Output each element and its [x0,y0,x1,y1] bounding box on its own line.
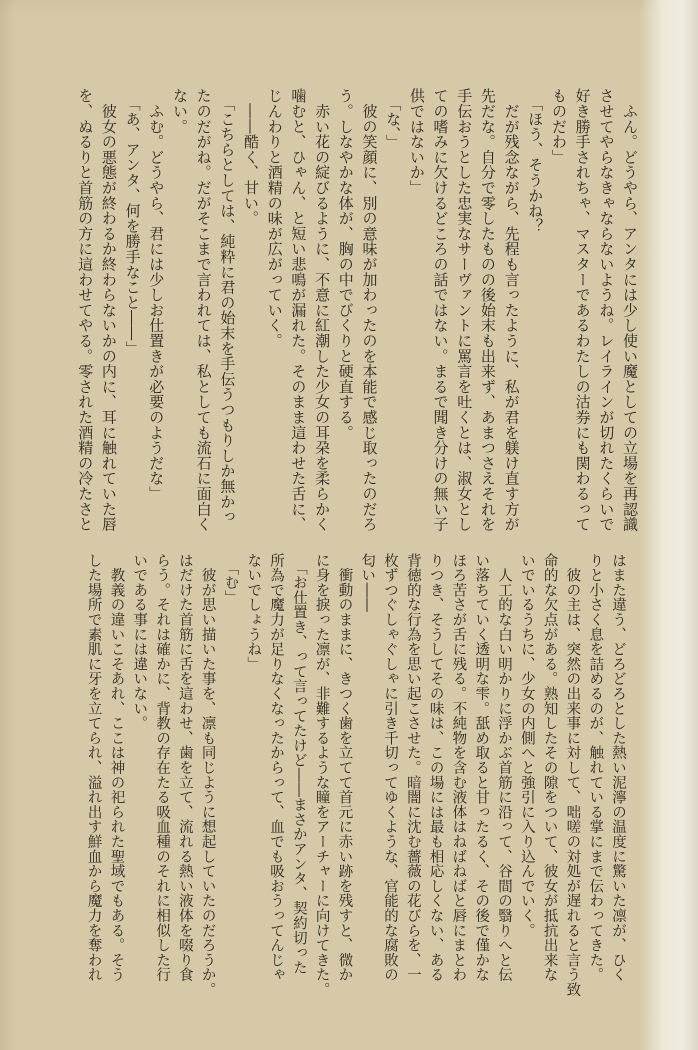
text-column: 所為で魔力が足りなくなったからって、血でも吸おうってんじゃ [268,553,285,983]
text-column: 彼が思い描いた事を、凛も同じように想起していたのだろうか。 [199,553,216,997]
text-column: 「あ、アンタ、何を勝手なこと――」 [123,88,142,356]
text-column: ふん。どうやら、アンタには少し使い魔としての立場を再認識 [621,88,639,532]
text-column: らう。それは確かに、背教の存在たる吸血種のそれに相似した行 [154,553,171,983]
text-column: 彼の主は、突然の出来事に対して、咄嗟の対処が遅れると言う致 [564,553,581,997]
text-column: い落ちていく透明な雫。舐め取ると甘ったるく、その後で僅かな [473,553,490,983]
text-column: う。しなやかな体が、胸の中でびくりと硬直する。 [336,88,355,440]
text-column: じんわりと酒精の味が広がっていく。 [265,88,284,349]
text-column: りつき、そうしてその味は、この場には最も相応しくない、ある [427,553,444,983]
text-column: りと小さく息を詰めるのが、触れている掌にまで伝わってきた。 [587,553,604,983]
text-column: を、ぬるりと首筋の方に這わせてやる。零された酒精の冷たさと [76,88,95,532]
text-column: ない。 [170,88,189,134]
text-block-top [71,88,641,536]
text-column: いでいるうちに、少女の内側へと強引に入り込んでいく。 [518,553,535,938]
text-column: はだけた首筋に舌を這わせ、歯を立て、流れる熱い液体を啜り食 [176,553,193,983]
text-column: 彼の笑顔に、別の意味が加わったのを本能で感じ取ったのだろ [360,88,379,532]
text-column: 背徳的な行為を思い起こさせた。暗闇に沈む薔薇の花びらを、一 [404,553,421,983]
text-column: はまた違う、どろどろとした熱い泥濘の温度に驚いた凛が、ひく [610,553,626,983]
text-column: 手伝おうとした忠実なサーヴァントに罵言を吐くとは、淑女とし [455,88,474,532]
text-column: に身を捩った凛が、非難するような瞳をアーチャーに向けてきた。 [313,553,330,997]
text-column: 噛むと、ひゃん、と短い悲鳴が漏れた。そのまま這わせた舌に、 [289,88,308,532]
text-column: たのだがね。だがそこまで言われては、私としても流石に面白く [194,88,213,532]
text-column: ものだわ」 [549,88,568,165]
text-column: いである事には違いない。 [131,553,148,731]
text-column: した場所で素肌に牙を立てられ、溢れ出す鮮血から魔力を奪われ [85,553,102,983]
text-column: ふむ。どうやら、君には少しお仕置きが必要のようだな」 [147,88,166,502]
text-block-bottom [80,553,629,1001]
text-column: 好き勝手されちゃ、マスターであるわたしの沽券にも関わるって [573,88,592,532]
text-column: 匂い―― [359,553,376,613]
text-column: 衝動のままに、きつく歯を立てて首元に赤い跡を残すと、微か [336,553,353,983]
text-column: ての嗜みに欠けるどころの話ではない。まるで聞き分けの無い子 [431,88,450,532]
text-column: ――酷く、甘い。 [242,88,260,226]
text-column: 命的な欠点がある。熟知したその隙をついて、彼女が抵抗出来な [541,553,558,983]
text-column: 赤い花の綻びるように、不意に紅潮した少女の耳朶を柔らかく [313,88,332,532]
text-column: ないでしょうね」 [245,553,262,672]
text-column: 「ほう、そうかね？ [526,88,545,234]
text-column: 人工的な白い明かりに浮かぶ首筋に沿って、谷間の翳りへと伝 [496,553,513,983]
text-column: 彼女の悪態が終わるか終わらないかの内に、耳に触れていた唇 [99,88,118,532]
text-column: 「む」 [222,553,239,605]
text-column: 先だな。自分で零したものの後始末も出来ず、あまつさえそれを [478,88,497,532]
text-column: 供ではないか」 [407,88,426,196]
text-column: 「な、」 [384,88,403,150]
text-column: させてやらなきゃならないようね。レイラインが切れたくらいで [597,88,616,532]
page-right-edge-shading [640,0,698,1050]
text-column: 枚ずつぐしゃぐしゃに引き千切ってゆくような、官能的な腐敗の [382,553,399,983]
text-column: 「お仕置き、って言ってたけど――まさかアンタ、契約切った [290,553,307,975]
text-column: だが残念ながら、先程も言ったように、私が君を躾け直す方が [502,88,521,532]
text-column: ほろ苦さが舌に残る。不純物を含む液体はねばねばと唇にまとわ [450,553,467,983]
text-column: 「こちらとしては、純粋に君の始末を手伝うつもりしか無かっ [218,88,237,525]
text-column: 教義の違いこそあれ、ここは神の祀られた聖域でもある。そう [108,553,125,983]
